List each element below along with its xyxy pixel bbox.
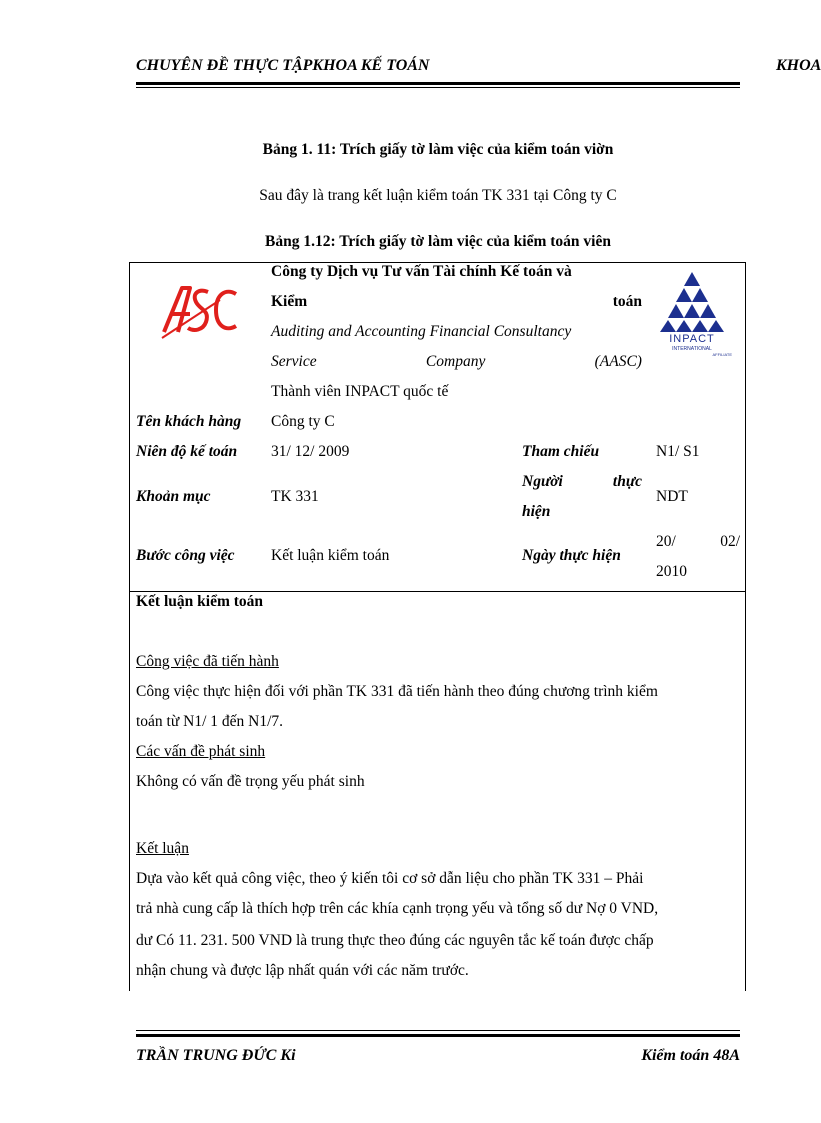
header-right: KHOA: [776, 57, 821, 74]
company-name-line2-right: toán: [612, 293, 642, 310]
footer-class: Kiểm toán 48A: [641, 1047, 740, 1064]
company-name-line2: [271, 287, 642, 317]
work-done-heading: Công việc đã tiến hành: [136, 653, 279, 670]
result-line2: trả nhà cung cấp là thích hợp trên các khía cạnh trọng yếu và tổng số dư Nợ 0 VND,: [136, 900, 659, 917]
reference-label: Tham chiếu: [522, 443, 600, 460]
issues-heading: Các vấn đề phát sinh: [136, 743, 266, 760]
performer-label-row1: [522, 467, 642, 497]
period-value: 31/ 12/ 2009: [271, 443, 350, 460]
item-value: TK 331: [271, 488, 319, 505]
caption-table-1-11: Bảng 1. 11: Trích giấy tờ làm việc của kiểm toán viờn: [262, 141, 614, 158]
inpact-sub-international: INTERNATIONAL: [672, 346, 712, 352]
date-value-row1: [656, 527, 740, 557]
caption-intro: Sau đây là trang kết luận kiểm toán TK 331 tại Công ty C: [259, 187, 617, 204]
company-en-line2-c: (AASC): [594, 353, 642, 370]
performer-value: NDT: [656, 488, 688, 505]
result-line4: nhận chung và được lập nhất quán với các năm trước.: [136, 962, 469, 979]
footer-rule-thin: [136, 1030, 740, 1031]
caption-table-1-12: Bảng 1.12: Trích giấy tờ làm việc của kiểm toán viên: [265, 233, 611, 250]
header-rule-thick: [136, 82, 740, 85]
company-name-line2-left: Kiểm: [271, 293, 308, 310]
footer-rule-thick: [136, 1034, 740, 1037]
period-label: Niên độ kế toán: [136, 443, 238, 460]
item-label: Khoản mục: [136, 488, 211, 505]
inpact-wordmark: INPACT: [669, 333, 715, 345]
conclusion-title: Kết luận kiểm toán: [136, 593, 264, 610]
issues-text: Không có vấn đề trọng yếu phát sinh: [136, 773, 365, 790]
aasc-logo-icon: [160, 280, 240, 342]
company-name-line1: Công ty Dịch vụ Tư vấn Tài chính Kế toán và: [271, 263, 572, 280]
result-line1: Dựa vào kết quả công việc, theo ý kiến tôi cơ sở dẫn liệu cho phần TK 331 – Phải: [136, 870, 644, 887]
client-label: Tên khách hàng: [136, 413, 242, 430]
step-value: Kết luận kiểm toán: [271, 547, 390, 564]
company-en-line2-a: Service: [271, 353, 317, 370]
performer-label-a: Người: [522, 473, 563, 490]
date-value-a: 20/: [656, 533, 676, 550]
step-label: Bước công việc: [136, 547, 235, 564]
footer-author: TRẦN TRUNG ĐỨC Ki: [136, 1047, 296, 1064]
company-member: Thành viên INPACT quốc tế: [271, 383, 449, 400]
inpact-sub-affiliate: AFFILIATE: [712, 352, 732, 357]
work-done-line2: toán từ N1/ 1 đến N1/7.: [136, 713, 284, 730]
company-en-line2: [271, 347, 642, 377]
performer-label-c: hiện: [522, 503, 551, 520]
result-line3: dư Có 11. 231. 500 VND là trung thực theo đúng các nguyên tắc kế toán được chấp: [136, 932, 654, 949]
date-label: Ngày thực hiện: [522, 547, 621, 564]
date-value-c: 2010: [656, 563, 687, 580]
reference-value: N1/ S1: [656, 443, 700, 460]
client-value: Công ty C: [271, 413, 335, 430]
header-left: CHUYÊN ĐỀ THỰC TẬPKHOA KẾ TOÁN: [136, 57, 430, 74]
header-rule-thin: [136, 87, 740, 88]
date-value-b: 02/: [720, 533, 740, 550]
result-heading: Kết luận: [136, 840, 189, 857]
company-en-line2-b: Company: [425, 353, 486, 370]
performer-label-b: thực: [612, 473, 642, 490]
company-en-line1: Auditing and Accounting Financial Consultancy: [271, 323, 572, 340]
work-done-line1: Công việc thực hiện đối với phần TK 331 đã tiến hành theo đúng chương trình kiểm: [136, 683, 658, 700]
